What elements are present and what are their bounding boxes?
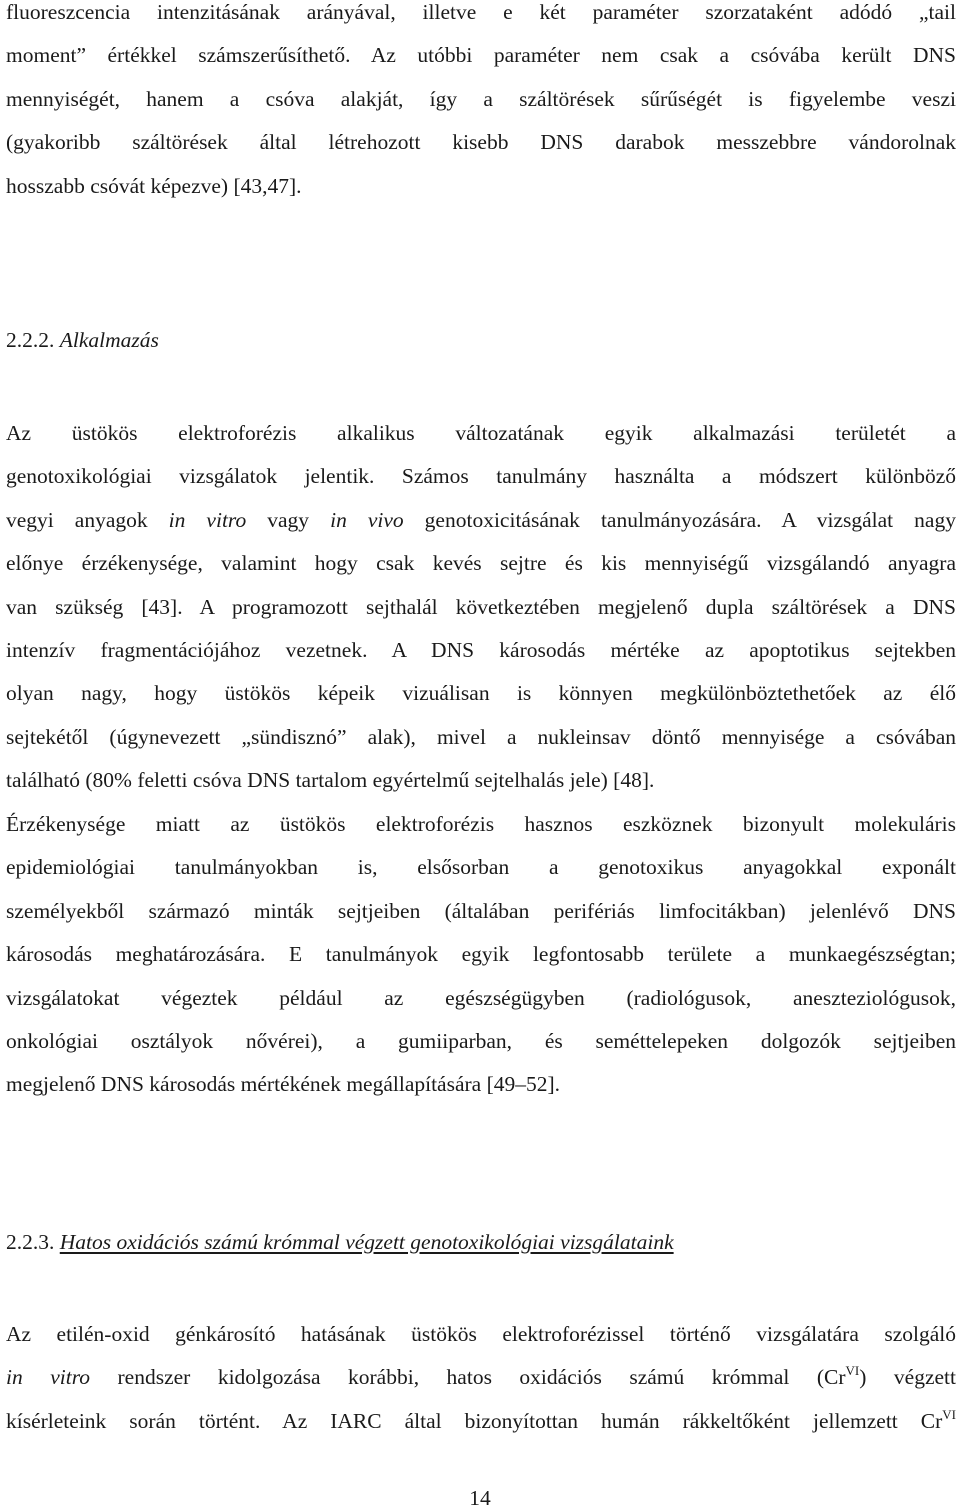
paragraph-applications	[6, 412, 956, 803]
text-line: sejtekétől (úgynevezett „sündisznó” alak), mivel a nukleinsav döntő mennyisége a csóvában	[6, 724, 956, 749]
text-line: intenzív fragmentációjához vezetnek. A DNS károsodás mértéke az apoptotikus sejtekben	[6, 638, 956, 663]
paragraph-sensitivity	[6, 803, 956, 1107]
section-heading-2-2-2	[6, 325, 159, 355]
text-line: Az üstökös elektroforézis alkalikus változatának egyik alkalmazási területét a	[6, 421, 956, 445]
text-line	[6, 1400, 956, 1443]
section-title: Alkalmazás	[59, 328, 159, 352]
text-line: olyan nagy, hogy üstökös képeik vizuálisan is könnyen megkülönböztethetőek az élő	[6, 681, 956, 706]
text-run: vagy	[246, 507, 331, 532]
text-run: vegyi anyagok	[6, 507, 169, 532]
text-run: genotoxicitásának tanulmányozására. A vizsgálat nagy	[403, 507, 956, 532]
text-line: Az etilén-oxid génkárosító hatásának üstökös elektroforézissel történő vizsgálatára szolgáló	[6, 1322, 956, 1346]
text-line: hosszabb csóvát képezve) [43,47].	[6, 173, 302, 198]
text-run: ) végzett	[859, 1365, 956, 1390]
in-vitro-term: in vitro	[6, 1365, 91, 1390]
text-line: fluoreszcencia intenzitásának arányával, illetve e két paraméter szorzataként adódó „tail	[6, 0, 956, 24]
text-line: található (80% feletti csóva DNS tartalom egyértelmű sejtelhalás jele) [48].	[6, 768, 655, 793]
text-run: kísérleteink során történt. Az IARC által bizonyítottan humán rákkeltőként jellemzett Cr	[6, 1408, 943, 1433]
superscript: VI	[845, 1363, 860, 1379]
text-line: vizsgálatokat végeztek például az egészségügyben (radiológusok, aneszteziológusok,	[6, 985, 956, 1010]
text-line: genotoxikológiai vizsgálatok jelentik. Számos tanulmány használta a módszert különböző	[6, 464, 956, 489]
section-heading-2-2-3	[6, 1227, 674, 1257]
section-number: 2.2.2.	[6, 328, 55, 352]
text-line: Érzékenysége miatt az üstökös elektroforézis hasznos eszköznek bizonyult molekuláris	[6, 812, 956, 836]
text-line: személyekből származó minták sejtjeiben (általában perifériás limfocitákban) jelenlévő DNS	[6, 898, 956, 923]
paragraph-continued	[6, 0, 956, 208]
paragraph-chromium	[6, 1313, 956, 1443]
section-title: Hatos oxidációs számú krómmal végzett genotoxikológiai vizsgálataink	[59, 1230, 674, 1254]
text-line	[6, 499, 956, 542]
text-line: epidemiológiai tanulmányokban is, elsősorban a genotoxikus anyagokkal exponált	[6, 855, 956, 880]
text-run: rendszer kidolgozása korábbi, hatos oxidációs számú krómmal (Cr	[90, 1365, 846, 1390]
section-number: 2.2.3.	[6, 1230, 55, 1254]
superscript: VI	[942, 1406, 956, 1422]
text-line: mennyiségét, hanem a csóva alakját, így a száltörések sűrűségét is figyelembe veszi	[6, 86, 956, 111]
page-number: 14	[469, 1486, 491, 1510]
text-line: moment” értékkel számszerűsíthető. Az utóbbi paraméter nem csak a csóvába került DNS	[6, 43, 956, 68]
text-line: megjelenő DNS károsodás mértékének megállapítására [49–52].	[6, 1072, 561, 1097]
in-vitro-term: in vitro	[168, 507, 247, 532]
text-line: van szükség [43]. A programozott sejthalál következtében megjelenő dupla száltörések a DNS	[6, 594, 956, 619]
text-line	[6, 1356, 956, 1399]
text-line: onkológiai osztályok nővérei), a gumiiparban, és seméttelepeken dolgozók sejtjeiben	[6, 1029, 956, 1054]
text-line: károsodás meghatározására. E tanulmányok egyik legfontosabb területe a munkaegészségtan;	[6, 942, 956, 967]
text-line: (gyakoribb száltörések által létrehozott kisebb DNS darabok messzebbre vándorolnak	[6, 130, 956, 155]
in-vivo-term: in vivo	[330, 507, 404, 532]
text-line: előnye érzékenysége, valamint hogy csak kevés sejtre és kis mennyiségű vizsgálandó anyagra	[6, 551, 956, 576]
